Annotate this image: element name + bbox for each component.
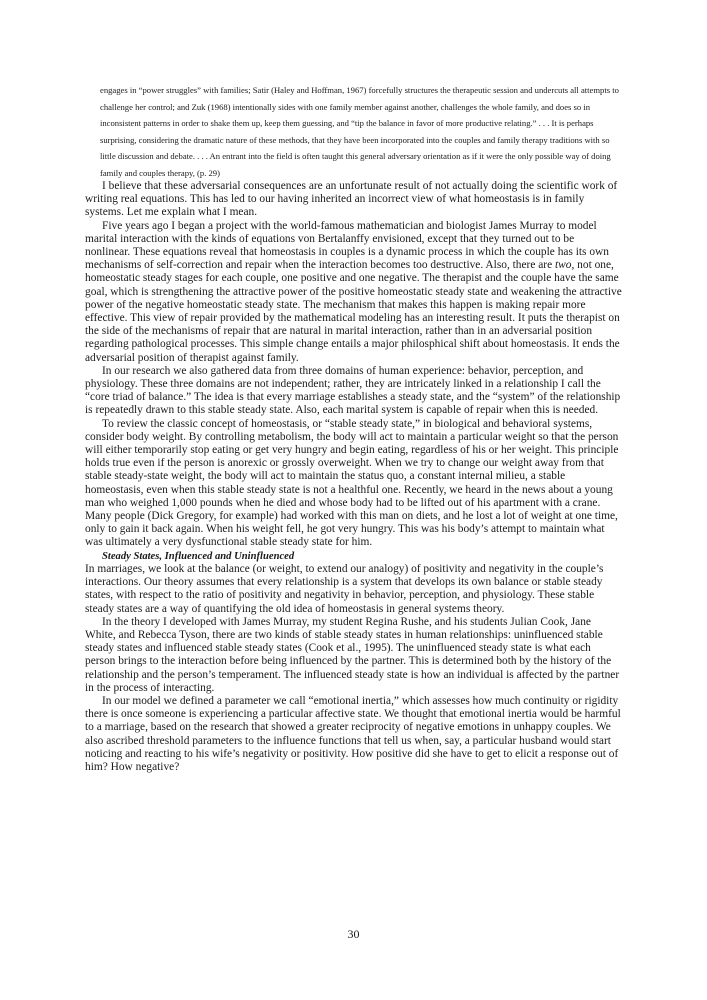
paragraph-james-murray-project (85, 220, 622, 365)
body-text (85, 180, 622, 774)
paragraph-adversarial-consequences: I believe that these adversarial consequences are an unfortunate result of not actually doing the scientific work of writing real equations. This has led to our having inherited an incorrect view of what homeostasis is in family systems. Let me explain what I mean. (85, 180, 618, 219)
paragraph-two-kinds-steady-states: In the theory I developed with James Murray, my student Regina Rushe, and his students Julian Cook, Jane White, and Rebecca Tyson, there are two kinds of stable steady states in human relationships: uninfluenced stable steady states and influenced stable steady states (Cook et al., 1995). The uninfluenced steady state is what each person brings to the interaction before being influenced by the partner. This is determined both by the history of the relationship and the person’s temperament. The influenced steady state is how an individual is affected by the partner in the process of interacting. (85, 615, 620, 694)
paragraph-emotional-inertia: In our model we defined a parameter we call “emotional inertia,” which assesses how much continuity or rigidity there is once someone is experiencing a particular affective state. We thought that emotional inertia would be harmful to a marriage, based on the research that showed a greater reciprocity of negative emotions in unhappy couples. We also ascribed threshold parameters to the influence functions that tell us when, say, a particular husband would start noticing and reacting to his wife’s negativity or positivity. How positive did she have to get to elicit a response out of him? How negative? (85, 694, 621, 773)
emphasis-two: two, (555, 259, 575, 272)
block-quote: engages in “power struggles” with families; Satir (Haley and Hoffman, 1967) forcefully structures the therapeutic session and undercuts all attempts to challenge her control; and Zuk (1968) intentionally sides with one family member against another, challenges the whole family, and does so in inconsistent patterns in order to shake them up, keep them guessing, and “tip the balance in favor of more productive relating.” . . . It is perhaps surprising, considering the dramatic nature of these methods, that they have been incorporated into the couples and family therapy traditions with so little discussion and debate. . . . An entrant into the field is often taught this general adversary orientation as if it were the only possible way of doing family and couples therapy, (p. 29) (100, 85, 619, 178)
section-heading: Steady States, Influenced and Uninfluenced (102, 550, 295, 562)
paragraph-balance-in-marriages: In marriages, we look at the balance (or weight, to extend our analogy) of positivity and negativity in the couple’s interactions. Our theory assumes that every relationship is a system that develops its own balance or stable steady states, with respect to the ratio of positivity and negativity in behavior, perception, and physiology. These stable steady states are a way of quantifying the old idea of homeostasis in general systems theory. (85, 562, 604, 615)
page-number: 30 (347, 927, 360, 941)
paragraph-text: Five years ago I began a project with the world-famous mathematician and biologist James Murray to model marital interaction with the kinds of equations von Bertalanffy envisioned, except that they turned out to be nonlinear. These equations reveal that homeostasis in couples is a dynamic process in which the couple has its own mechanisms of self-correction and repair when the interaction becomes too destructive. Also, there are (85, 219, 609, 272)
paragraph-body-weight: To review the classic concept of homeostasis, or “stable steady state,” in biological and behavioral systems, consider body weight. By controlling metabolism, the body will act to maintain a particular weight so that the person will either temporarily stop eating or get very hungry and begin eating, regardless of his or her weight. This principle holds true even if the person is anorexic or grossly overweight. When we try to change our weight away from that stable steady-state weight, the body will act to maintain the status quo, a constant internal milieu, a stable homeostasis, even when this stable steady state is not a healthful one. Recently, we heard in the news about a young man who weighed 1,000 pounds when he died and whose body had to be lifted out of his apartment with a crane. Many people (Dick Gregory, for example) had worked with this man on diets, and he lost a lot of weight at one time, only to gain it back again. When his weight fell, he got very hungry. This was his body’s attempt to maintain what was ultimately a very dysfunctional stable steady state for him. (85, 417, 619, 549)
paragraph-text: not one, homeostatic steady stages for each couple, one positive and one negative. The therapist and the couple have the same goal, which is strengthening the attractive power of the positive homeostatic steady state and weakening the attractive power of the negative homeostatic steady state. The mechanism that makes this happen is making repair more effective. This view of repair provided by the mathematical modeling has an interesting result. It puts the therapist on the side of the mechanisms of repair that are natural in marital interaction, rather than in an adversarial position regarding pathological processes. This simple change entails a major philosphical shift about homeostasis. It ends the adversarial position of therapist against family. (85, 259, 622, 364)
paragraph-core-triad: In our research we also gathered data from three domains of human experience: behavior, perception, and physiology. These three domains are not independent; rather, they are intricately linked in a relationship I call the “core triad of balance.” The idea is that every marriage establishes a steady state, and the “system” of the relationship is repeatedly drawn to this stable steady state. Also, each marital system is capable of repair when this is needed. (85, 364, 621, 417)
